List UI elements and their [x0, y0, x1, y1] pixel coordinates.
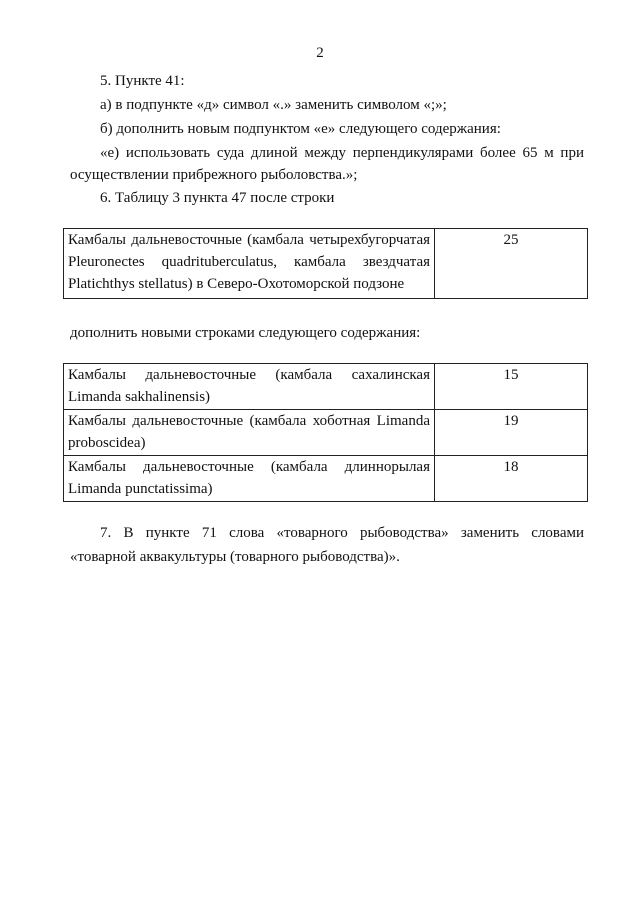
- cell-line: Limanda punctatissima): [68, 481, 213, 497]
- table-cell-species: [64, 364, 435, 410]
- table-cell-species: [64, 456, 435, 502]
- cell-line: Pleuronectes quadrituberculatus, камбала звездчатая: [68, 254, 430, 270]
- cell-line: Platichthys stellatus) в Северо-Охотоморской подзоне: [68, 276, 405, 292]
- cell-line: Limanda sakhalinensis): [68, 389, 211, 405]
- item-7-line1: 7. В пункте 71 слова «товарного рыбоводства» заменить словами: [100, 525, 584, 541]
- cell-line: Камбалы дальневосточные (камбала сахалинская: [68, 367, 430, 383]
- item-6-add-rows-text: дополнить новыми строками следующего содержания:: [70, 325, 421, 341]
- table-row: [64, 456, 588, 502]
- item-5-subitem-a: а) в подпункте «д» символ «.» заменить символом «;»;: [100, 97, 447, 113]
- table-cell-value: 25: [435, 229, 588, 299]
- table-row: [64, 364, 588, 410]
- table-cell-value: 19: [435, 410, 588, 456]
- table-cell-species: [64, 410, 435, 456]
- cell-line: Камбалы дальневосточные (камбала хоботная Limanda: [68, 413, 430, 429]
- table-cell-species: [64, 229, 435, 299]
- table-cell-value: 18: [435, 456, 588, 502]
- item-5-subitem-e-line2: осуществлении прибрежного рыболовства.»;: [70, 167, 358, 183]
- page-number: 2: [316, 45, 324, 61]
- item-5-title: 5. Пункте 41:: [100, 73, 185, 89]
- table-row: [64, 410, 588, 456]
- item-6-title: 6. Таблицу 3 пункта 47 после строки: [100, 190, 335, 206]
- table-row: [64, 229, 588, 299]
- existing-row-table: [63, 228, 588, 299]
- new-rows-table: [63, 363, 588, 502]
- cell-line: Камбалы дальневосточные (камбала длиннорылая: [68, 459, 430, 475]
- item-5-subitem-b: б) дополнить новым подпунктом «е» следующего содержания:: [100, 121, 501, 137]
- cell-line: Камбалы дальневосточные (камбала четырехбугорчатая: [68, 232, 430, 248]
- table-cell-value: 15: [435, 364, 588, 410]
- item-7-line2: «товарной аквакультуры (товарного рыбоводства)».: [70, 549, 400, 565]
- cell-line: proboscidea): [68, 435, 146, 451]
- item-5-subitem-e-line1: «е) использовать суда длиной между перпендикулярами более 65 м при: [100, 145, 584, 161]
